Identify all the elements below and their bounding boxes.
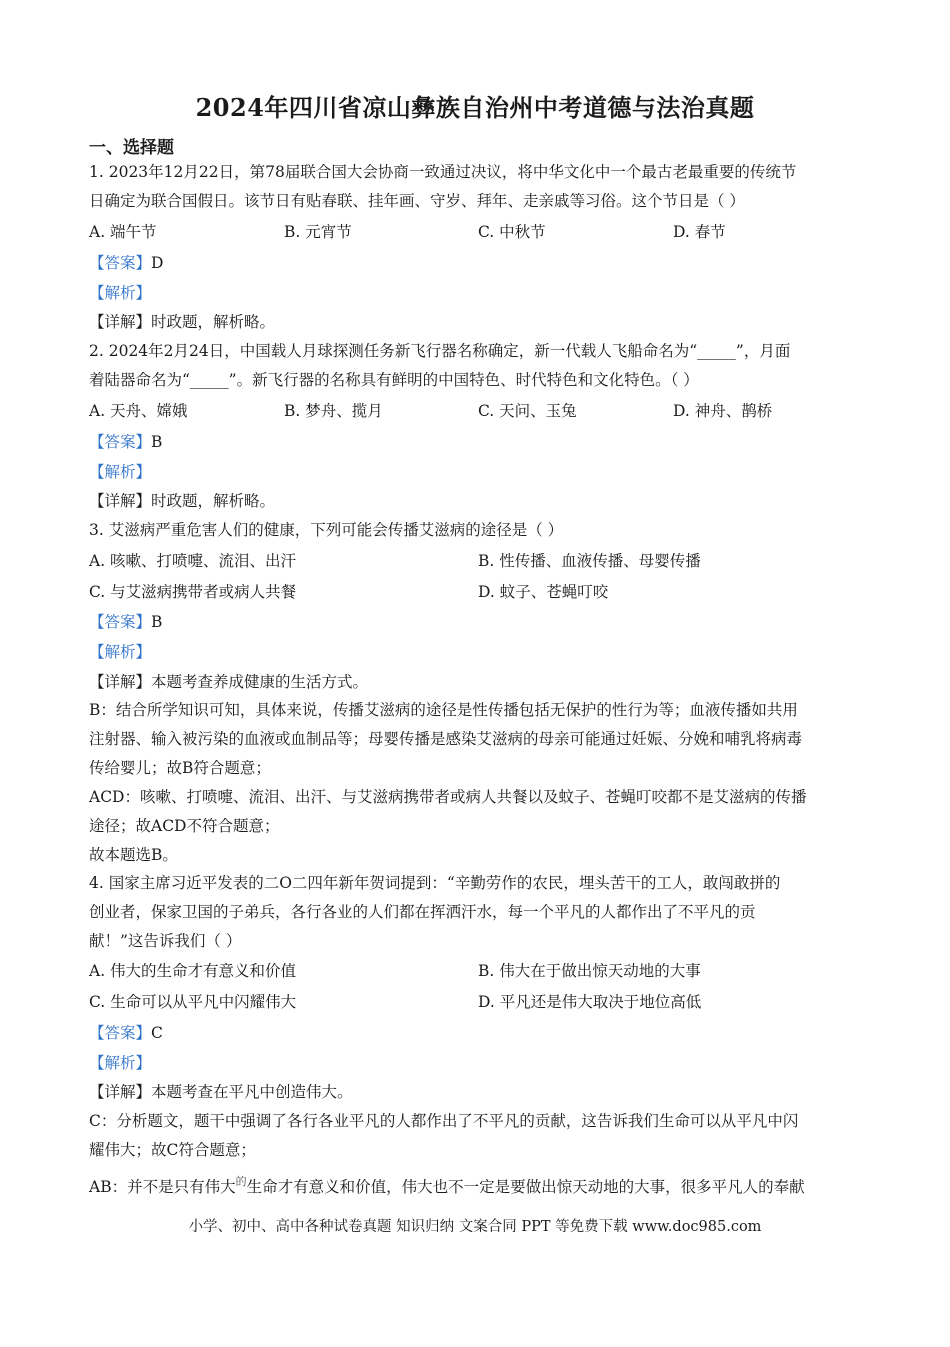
page-title: 2024年四川省凉山彝族自治州中考道德与法治真题 (195, 93, 755, 122)
analysis-tag: 【解析】 (89, 463, 152, 481)
q4-stem-line-3: 献！”这告诉我们（ ） (89, 932, 242, 950)
q1-option-c: C. 中秋节 (478, 223, 546, 241)
q4-option-d: D. 平凡还是伟大取决于地位高低 (478, 993, 702, 1011)
q4-detail-text: 本题考查在平凡中创造伟大。 (151, 1083, 353, 1101)
q2-option-a: A. 天舟、嫦娥 (89, 402, 188, 420)
q2-analysis (89, 462, 151, 482)
q4-stem-line-1: 4. 国家主席习近平发表的二O二四年新年贺词提到：“辛勤劳作的农民，埋头苦干的工人，敢闯敢拼的 (89, 874, 781, 892)
q4-superscript-char: 的 (235, 1175, 247, 1188)
q3-option-c: C. 与艾滋病携带者或病人共餐 (89, 583, 297, 601)
analysis-tag: 【解析】 (89, 284, 152, 302)
answer-tag: 【答案】 (89, 254, 152, 272)
answer-tag: 【答案】 (89, 433, 152, 451)
q4-detail (89, 1082, 353, 1102)
answer-tag: 【答案】 (89, 613, 152, 631)
q2-option-c: C. 天问、玉兔 (478, 402, 577, 420)
q1-answer (89, 253, 163, 273)
q1-analysis (89, 283, 151, 303)
q4-option-a: A. 伟大的生命才有意义和价值 (89, 962, 297, 980)
q4-explanation-line-1: C：分析题文，题干中强调了各行各业平凡的人都作出了不平凡的贡献，这告诉我们生命可以从平凡中闪 (89, 1112, 799, 1130)
q2-detail (89, 491, 275, 511)
q3-answer-value: B (151, 613, 163, 631)
q4-explanation-line-3-part-1: AB：并不是只有伟大 (89, 1178, 236, 1196)
detail-tag: 【详解】 (89, 673, 152, 691)
q1-option-a: A. 端午节 (89, 223, 157, 241)
q3-answer (89, 612, 162, 632)
q3-explanation-line-3: 传给婴儿；故B符合题意； (89, 759, 271, 777)
analysis-tag: 【解析】 (89, 1054, 152, 1072)
q4-stem-line-2: 创业者，保家卫国的子弟兵，各行各业的人们都在挥洒汗水，每一个平凡的人都作出了不平凡的贡 (89, 903, 756, 921)
q3-explanation-line-5: 途径；故ACD不符合题意； (89, 817, 280, 835)
detail-tag: 【详解】 (89, 1083, 152, 1101)
q4-option-b: B. 伟大在于做出惊天动地的大事 (478, 962, 701, 980)
q2-answer-value: B (151, 433, 163, 451)
q4-option-c: C. 生命可以从平凡中闪耀伟大 (89, 993, 297, 1011)
detail-tag: 【详解】 (89, 313, 152, 331)
answer-tag: 【答案】 (89, 1024, 152, 1042)
detail-tag: 【详解】 (89, 492, 152, 510)
q1-stem-line-1: 1. 2023年12月22日，第78届联合国大会协商一致通过决议，将中华文化中一个最古老最重要的传统节 (89, 163, 797, 181)
q3-stem-line-1: 3. 艾滋病严重危害人们的健康，下列可能会传播艾滋病的途径是（ ） (89, 521, 564, 539)
q3-explanation-line-2: 注射器、输入被污染的血液或血制品等；母婴传播是感染艾滋病的母亲可能通过妊娠、分娩和哺乳将病毒 (89, 730, 803, 748)
q3-option-b: B. 性传播、血液传播、母婴传播 (478, 552, 701, 570)
q2-option-d: D. 神舟、鹊桥 (673, 402, 773, 420)
q3-option-d: D. 蚊子、苍蝇叮咬 (478, 583, 609, 601)
q1-detail-text: 时政题，解析略。 (151, 313, 276, 331)
q4-answer-value: C (151, 1024, 163, 1042)
footer-text: 小学、初中、高中各种试卷真题 知识归纳 文案合同 PPT 等免费下载 www.doc985.com (188, 1219, 762, 1235)
q3-explanation-line-1: B：结合所学知识可知，具体来说，传播艾滋病的途径是性传播包括无保护的性行为等；血液传播如共用 (89, 701, 798, 719)
q1-detail (89, 312, 275, 332)
q4-explanation-line-3-part-2: 生命才有意义和价值，伟大也不一定是要做出惊天动地的大事，很多平凡人的奉献 (246, 1178, 805, 1196)
q2-stem-line-1: 2. 2024年2月24日，中国载人月球探测任务新飞行器名称确定，新一代载人飞船命名为“_____”，月面 (89, 342, 791, 360)
q2-detail-text: 时政题，解析略。 (151, 492, 276, 510)
q3-detail (89, 672, 368, 692)
q4-answer (89, 1023, 163, 1043)
q1-option-b: B. 元宵节 (284, 223, 352, 241)
q4-explanation-line-3 (89, 1172, 805, 1197)
q2-answer (89, 432, 162, 452)
q2-stem-line-2: 着陆器命名为“_____”。新飞行器的名称具有鲜明的中国特色、时代特色和文化特色。（ ） (89, 371, 699, 389)
q3-analysis (89, 642, 151, 662)
q1-answer-value: D (151, 254, 164, 272)
q1-option-d: D. 春节 (673, 223, 726, 241)
q3-explanation-line-6: 故本题选B。 (89, 846, 178, 864)
q3-detail-text: 本题考查养成健康的生活方式。 (151, 673, 369, 691)
q2-option-b: B. 梦舟、揽月 (284, 402, 383, 420)
q4-analysis (89, 1053, 151, 1073)
section-heading: 一、选择题 (89, 138, 174, 158)
analysis-tag: 【解析】 (89, 643, 152, 661)
q4-explanation-line-2: 耀伟大；故C符合题意； (89, 1141, 256, 1159)
q3-option-a: A. 咳嗽、打喷嚏、流泪、出汗 (89, 552, 297, 570)
q1-stem-line-2: 日确定为联合国假日。该节日有贴春联、挂年画、守岁、拜年、走亲戚等习俗。这个节日是（ ） (89, 192, 745, 210)
q3-explanation-line-4: ACD：咳嗽、打喷嚏、流泪、出汗、与艾滋病携带者或病人共餐以及蚊子、苍蝇叮咬都不是艾滋病的传播 (89, 788, 807, 806)
